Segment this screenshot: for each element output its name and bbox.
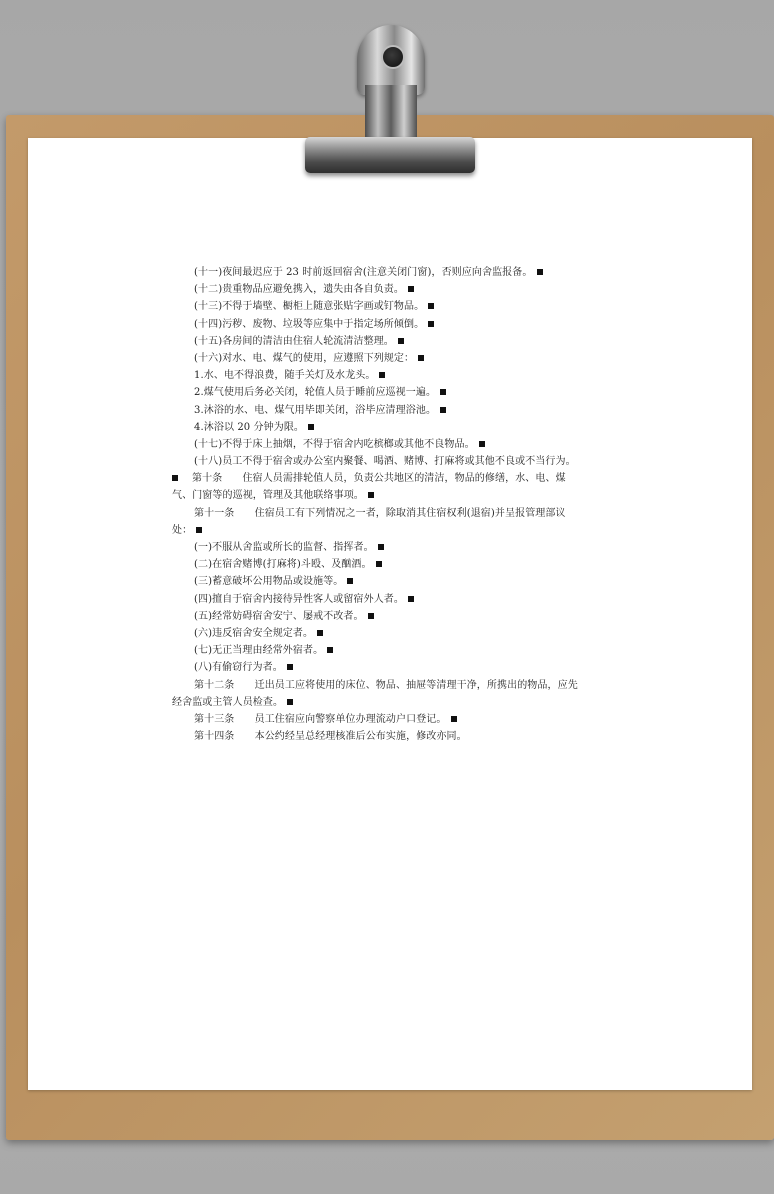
paragraph-mark-icon: [408, 596, 414, 602]
document-line: [172, 659, 612, 676]
document-line: [172, 316, 612, 333]
paragraph-mark-icon: [378, 544, 384, 550]
document-line-text: (十七)不得于床上抽烟，不得于宿舍内吃槟榔或其他不良物品。: [194, 438, 475, 450]
paragraph-mark-icon: [287, 699, 293, 705]
document-line-text: (十五)各房间的清洁由住宿人轮流清洁整理。: [194, 335, 394, 347]
document-line-text: (十六)对水、电、煤气的使用，应遵照下列规定：: [194, 352, 415, 364]
paragraph-mark-icon: [440, 407, 446, 413]
document-line: [172, 522, 612, 539]
paragraph-mark-icon: [418, 355, 424, 361]
paragraph-mark-icon: [440, 389, 446, 395]
document-line-text: 气、门窗等的巡视，管理及其他联络事项。: [172, 490, 364, 502]
document-line: [172, 453, 612, 470]
paragraph-mark-icon: [172, 475, 178, 481]
paragraph-mark-icon: [287, 664, 293, 670]
document-line: [172, 642, 612, 659]
paragraph-mark-icon: [428, 321, 434, 327]
document-line: [172, 350, 612, 367]
document-line: [172, 625, 612, 642]
paragraph-mark-icon: [379, 372, 385, 378]
document-line-text: 第十四条 本公约经呈总经理核准后公布实施，修改亦同。: [194, 731, 467, 743]
paragraph-mark-icon: [376, 561, 382, 567]
paragraph-mark-icon: [398, 338, 404, 344]
document-line-text: (十八)员工不得于宿舍或办公室内聚餐、喝酒、赌博、打麻将或其他不良或不当行为。: [194, 456, 576, 468]
document-line-text: (五)经常妨碍宿舍安宁、屡戒不改者。: [194, 610, 364, 622]
document-line: [172, 281, 612, 298]
document-line: [172, 264, 612, 281]
document-line: [172, 333, 612, 350]
document-line: [172, 591, 612, 608]
paragraph-mark-icon: [368, 492, 374, 498]
paragraph-mark-icon: [317, 630, 323, 636]
document-line-text: (八)有偷窃行为者。: [194, 662, 283, 674]
document-line: [172, 573, 612, 590]
document-line-text: 1.水、电不得浪费，随手关灯及水龙头。: [194, 370, 376, 382]
document-line: [172, 436, 612, 453]
document-line-text: 2.煤气使用后务必关闭，轮值人员于睡前应巡视一遍。: [194, 387, 437, 399]
document-body: [172, 264, 612, 745]
document-line-text: (三)蓄意破坏公用物品或设施等。: [194, 576, 344, 588]
document-line: [172, 539, 612, 556]
document-line: [172, 556, 612, 573]
document-line: [172, 677, 612, 694]
document-line: [172, 694, 612, 711]
document-line: [172, 384, 612, 401]
paragraph-mark-icon: [308, 424, 314, 430]
document-line-text: (十二)贵重物品应避免携入，遗失由各自负责。: [194, 284, 405, 296]
document-line: [172, 298, 612, 315]
document-line-text: (六)违反宿舍安全规定者。: [194, 627, 314, 639]
document-line-text: (十三)不得于墙壁、橱柜上随意张贴字画或钉物品。: [194, 301, 425, 313]
document-line: [172, 367, 612, 384]
document-line-text: 第十三条 员工住宿应向警察单位办理流动户口登记。: [194, 713, 447, 725]
document-line-text: (十一)夜间最迟应于 23 时前返回宿舍(注意关闭门窗)，否则应向舍监报备。: [194, 267, 533, 278]
paragraph-mark-icon: [327, 647, 333, 653]
document-line-text: (七)无正当理由经常外宿者。: [194, 645, 324, 657]
paragraph-mark-icon: [451, 716, 457, 722]
document-line-text: 3.沐浴的水、电、煤气用毕即关闭，浴毕应清理浴池。: [194, 404, 437, 416]
document-line-text: (二)在宿舍赌博(打麻将)斗殴、及酗酒。: [194, 559, 372, 571]
document-line: [172, 402, 612, 419]
document-line-text: (一)不服从舍监或所长的监督、指挥者。: [194, 542, 374, 553]
paragraph-mark-icon: [479, 441, 485, 447]
document-line: [172, 470, 612, 487]
document-line: [172, 728, 612, 745]
document-line: [172, 711, 612, 728]
binder-clip: [305, 25, 475, 175]
paragraph-mark-icon: [347, 578, 353, 584]
document-line-text: (十四)污秽、废物、垃圾等应集中于指定场所倾倒。: [194, 318, 425, 330]
clip-neck: [365, 85, 417, 141]
document-line-text: 第十条 住宿人员需排轮值人员，负责公共地区的清洁，物品的修缮，水、电、煤: [192, 473, 566, 485]
paragraph-mark-icon: [368, 613, 374, 619]
paragraph-mark-icon: [196, 527, 202, 533]
document-line: [172, 608, 612, 625]
document-line-text: 第十一条 住宿员工有下列情况之一者，除取消其住宿权利(退宿)并呈报管理部议: [194, 507, 566, 519]
document-line: [172, 505, 612, 522]
clip-base: [305, 137, 475, 173]
paragraph-mark-icon: [537, 269, 543, 275]
document-line-text: (四)擅自于宿舍内接待异性客人或留宿外人者。: [194, 593, 405, 605]
document-line-text: 经舍监或主管人员检查。: [172, 696, 284, 708]
paragraph-mark-icon: [428, 303, 434, 309]
clip-hole: [381, 45, 405, 69]
document-line-text: 4.沐浴以 20 分钟为限。: [194, 421, 305, 433]
document-line: [172, 419, 612, 436]
document-line-text: 处：: [172, 524, 193, 536]
document-line: [172, 487, 612, 504]
document-line-text: 第十二条 迁出员工应将使用的床位、物品、抽屉等清理干净，所携出的物品，应先: [194, 679, 578, 691]
paragraph-mark-icon: [408, 286, 414, 292]
